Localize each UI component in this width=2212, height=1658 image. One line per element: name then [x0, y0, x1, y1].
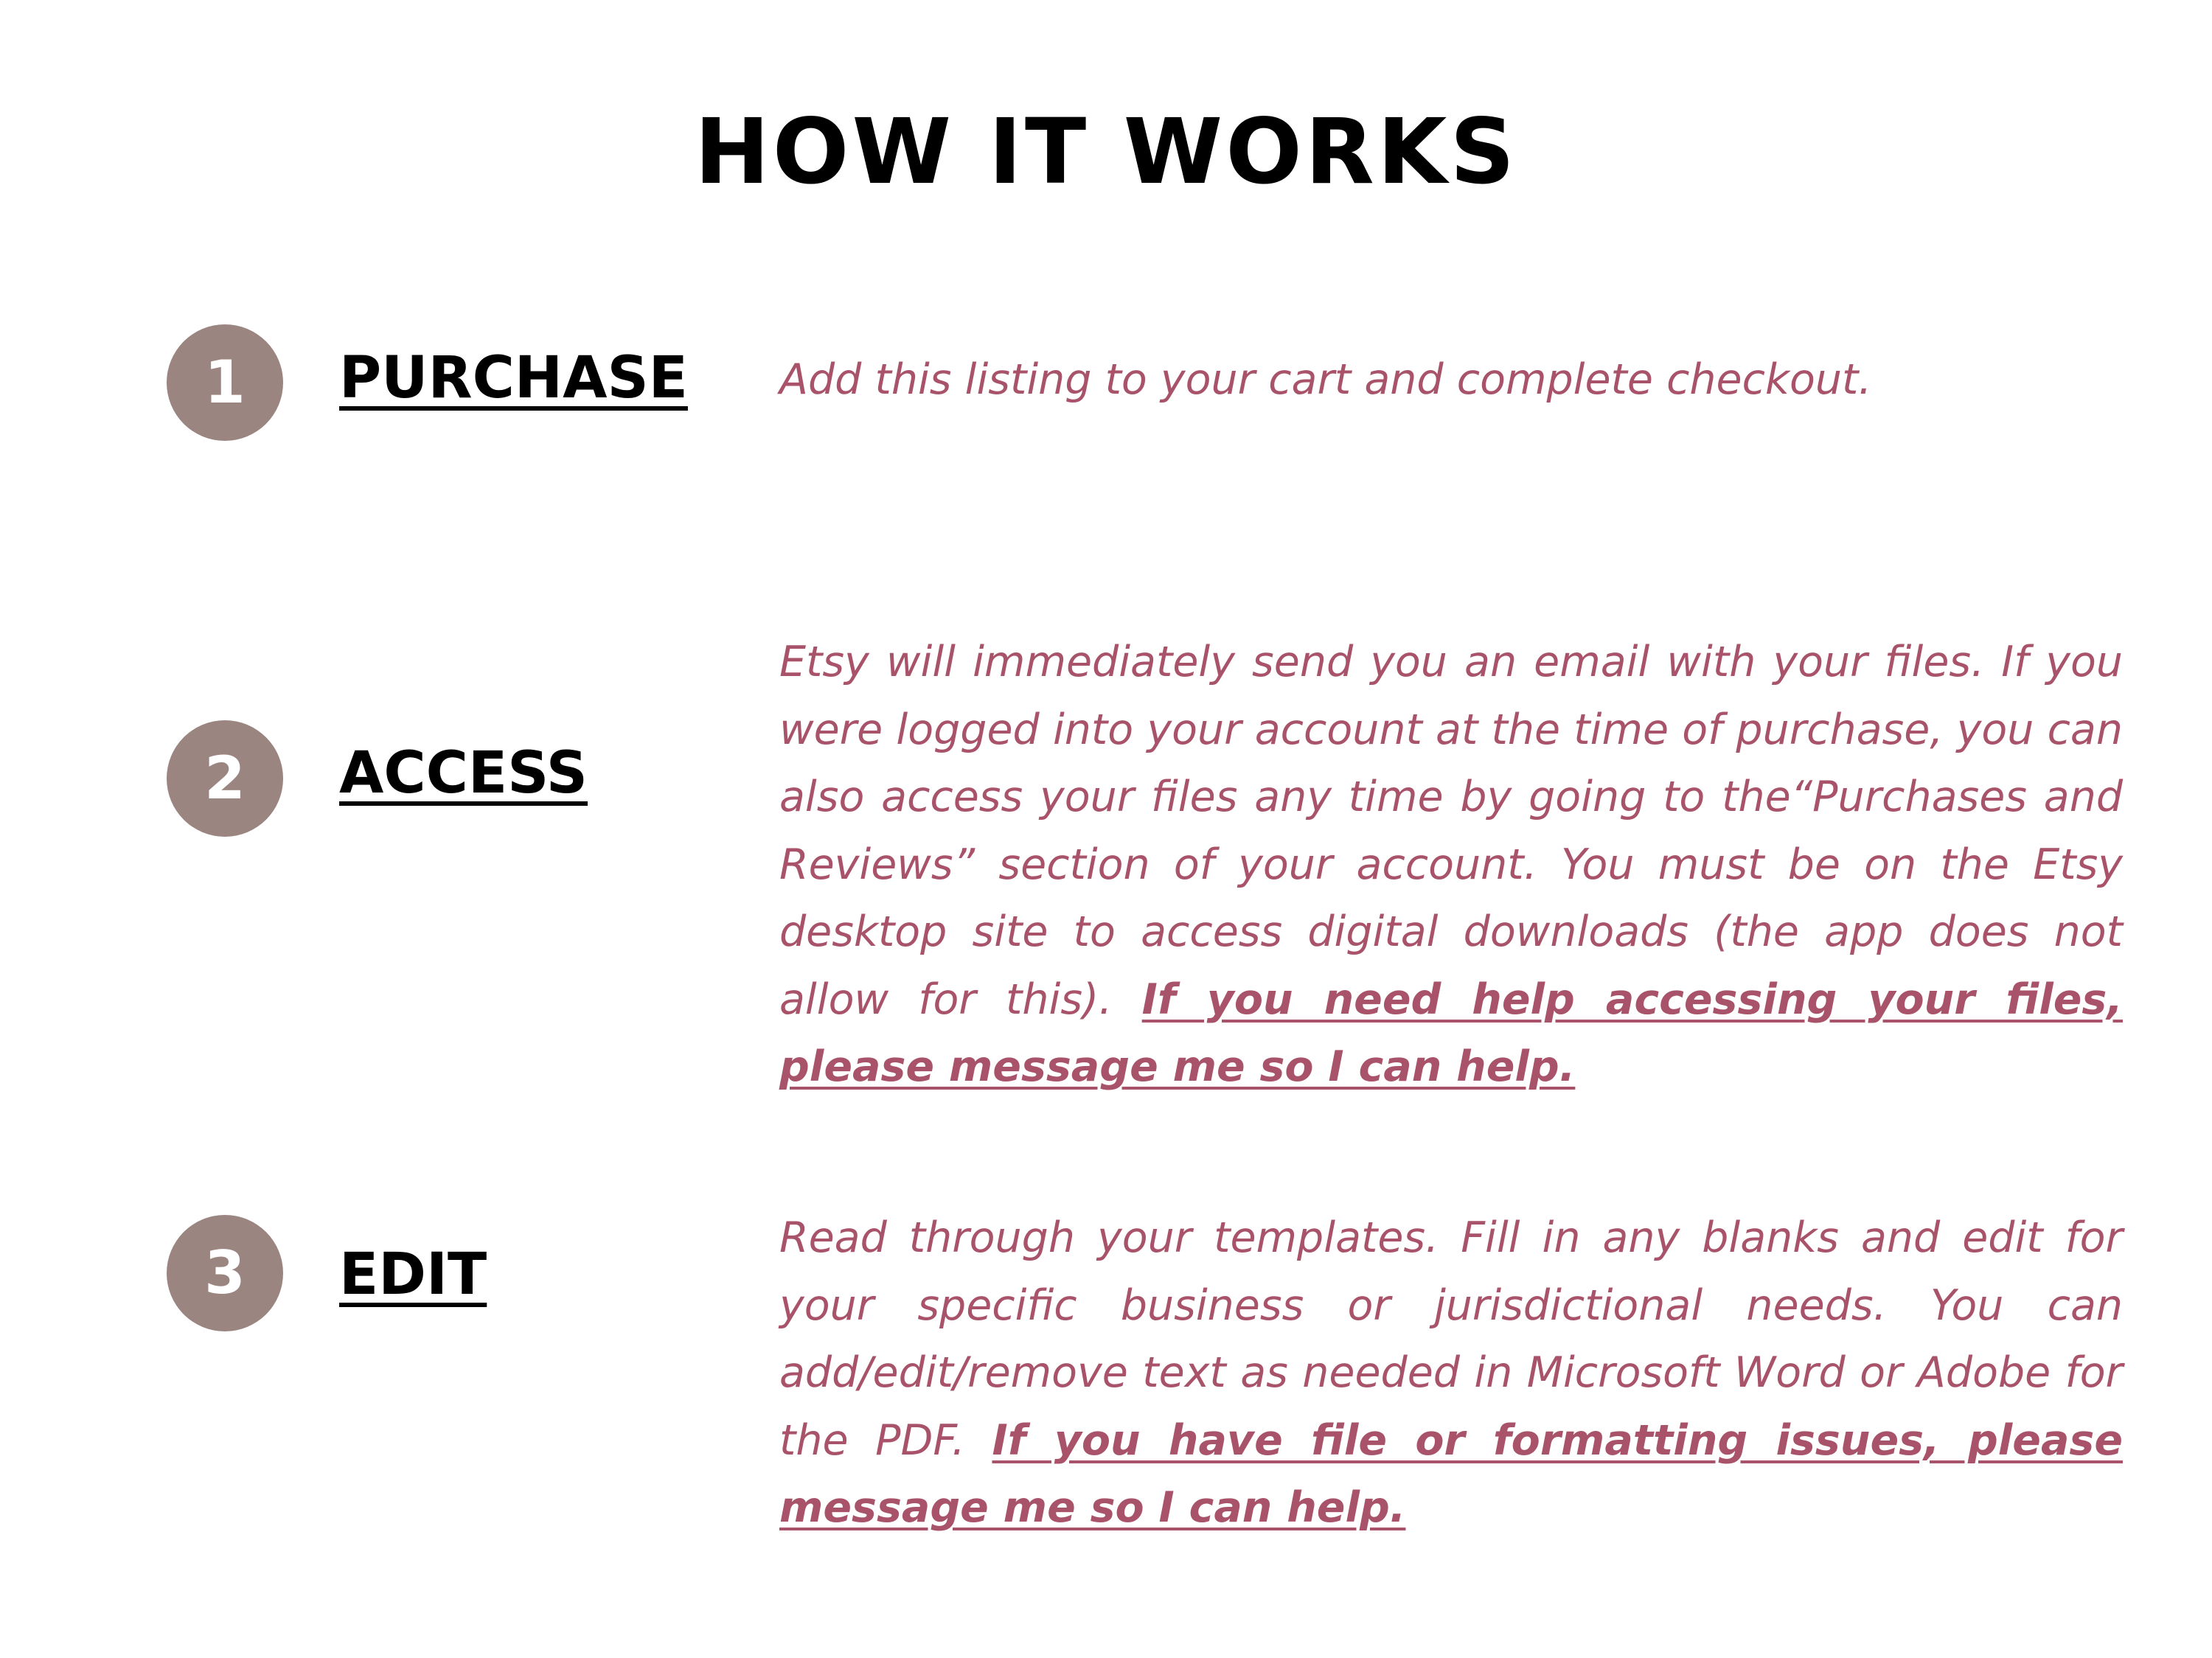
step-2-text: Etsy will immediately send you an email with your files. If you were logged into your account at the time of purchase, you can also access your files any time by going to the“Purchases and Reviews” section of your account. You must be on the Etsy desktop site to access digital downloads (the app does not allow for this).	[779, 638, 2123, 1024]
step-2-description	[779, 629, 2123, 1101]
step-3-description	[779, 1205, 2123, 1542]
step-1-title: PURCHASE	[339, 345, 688, 411]
step-2-title: ACCESS	[339, 740, 588, 807]
step-2-help-link[interactable]: If you need help accessing your files, please message me so I can help.	[779, 975, 2123, 1091]
step-1-text: Add this listing to your cart and complete checkout.	[779, 355, 1872, 404]
step-3-number-badge: 3	[167, 1215, 283, 1331]
step-2-number-badge: 2	[167, 720, 283, 837]
step-1-number-badge: 1	[167, 324, 283, 441]
step-1-description	[779, 346, 2123, 414]
step-3-title: EDIT	[339, 1241, 487, 1308]
step-3-help-link[interactable]: If you have file or formatting issues, please message me so I can help.	[779, 1415, 2123, 1532]
page-title: HOW IT WORKS	[694, 100, 1518, 204]
step-3-text: Read through your templates. Fill in any blanks and edit for your specific business or jurisdictional needs. You can add/edit/remove text as needed in Microsoft Word or Adobe for the PDF.	[779, 1213, 2123, 1465]
